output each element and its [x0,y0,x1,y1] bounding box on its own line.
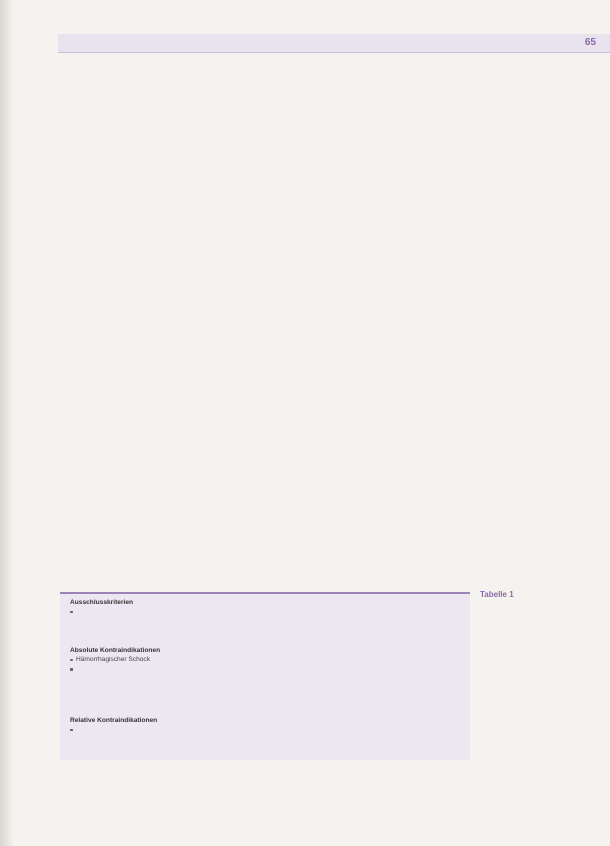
criteria-table [60,592,470,760]
page-number: 65 [584,37,596,48]
table-caption [480,590,590,607]
table-section-heading: Ausschlusskriterien [70,599,134,606]
table-section-heading: Absolute Kontraindikationen [70,647,161,654]
table-caption-title: Tabelle 1 [480,590,514,599]
scan-shadow [0,0,14,846]
table-section-heading: Relative Kontraindikationen [70,717,158,724]
table-section-absolute [70,646,465,665]
running-header [58,34,610,53]
table-list-item: Hämorrhagischer Schock [70,655,465,664]
table-section-relative [70,716,465,725]
table-section-exclusion [70,598,465,607]
